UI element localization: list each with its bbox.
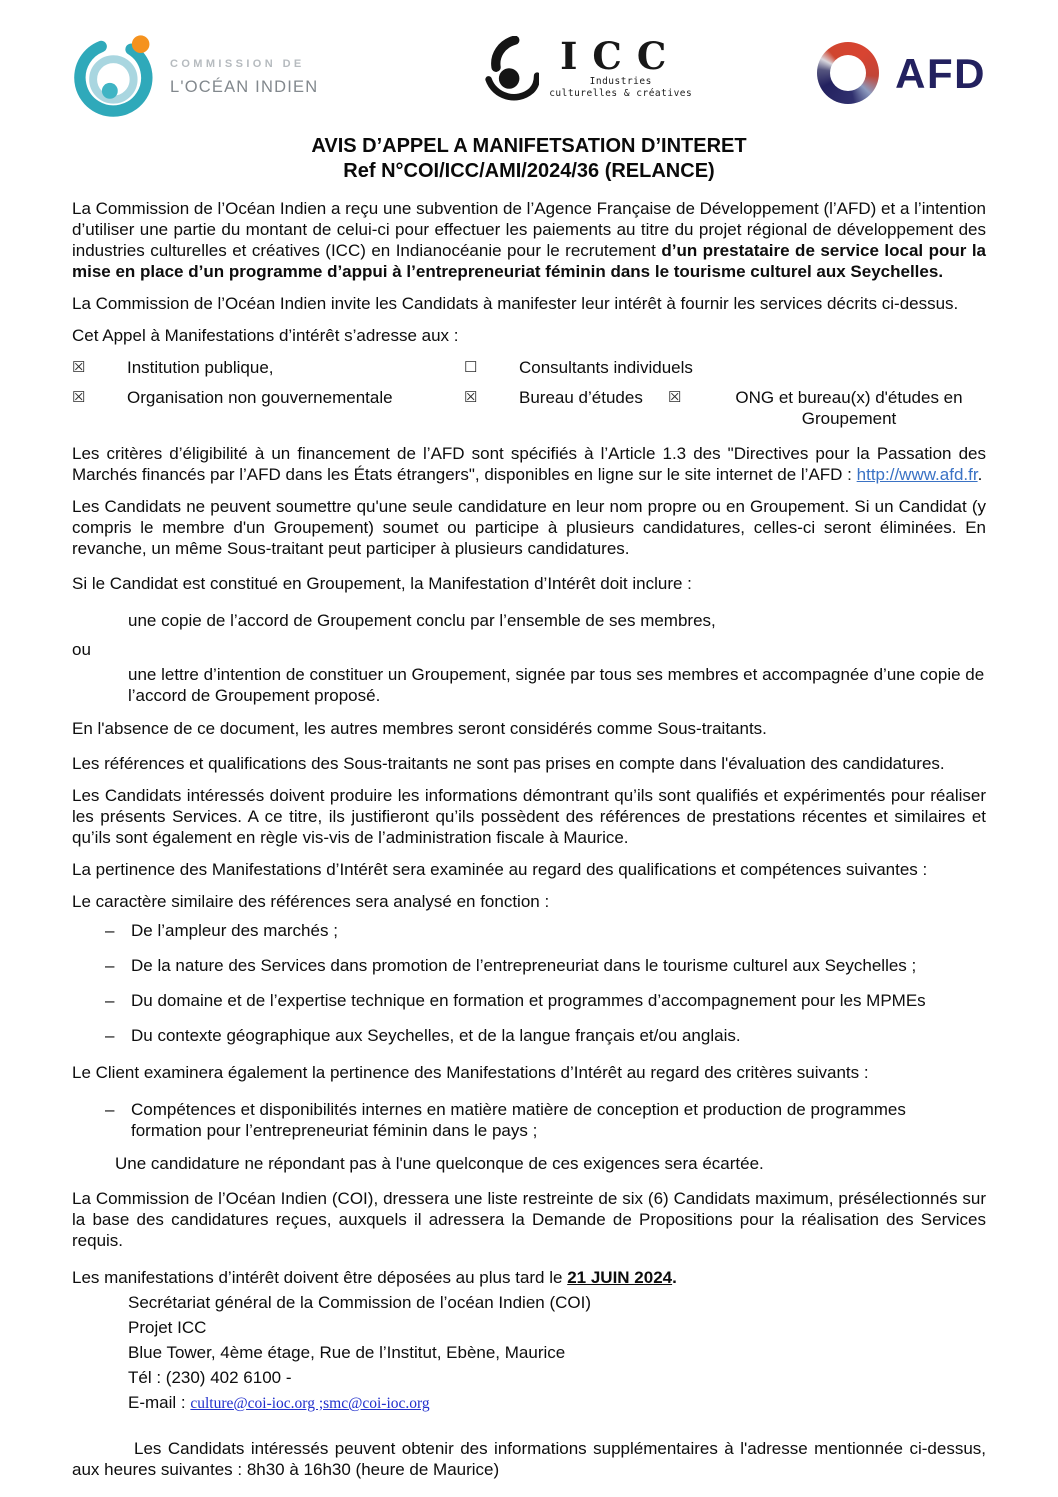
afd-website-link[interactable]: http://www.afd.fr	[856, 465, 978, 484]
client-criteria-list	[72, 1099, 986, 1141]
invitation-paragraph: La Commission de l’Océan Indien invite les Candidats à manifester leur intérêt à fournir les services décrits ci-dessus.	[72, 294, 959, 313]
groupement-intro: Si le Candidat est constitué en Groupement, la Manifestation d’Intérêt doit inclure :	[72, 574, 692, 593]
intro-paragraph	[72, 198, 986, 282]
coi-swirl-icon	[72, 30, 160, 120]
dash-marker: –	[105, 991, 115, 1010]
qualifications-paragraph: Les Candidats intéressés doivent produire les informations démontrant qu’ils sont qualifiés et expérimentés pour réaliser les présents Services. A ce titre, ils justifieront qu’ils possèdent des références de prestations récentes et similaires et qu’ils sont également en règle vis-vis de l’administration fiscale à Maurice.	[72, 786, 986, 847]
document-title	[72, 134, 986, 184]
contact-email-link[interactable]: culture@coi-ioc.org ;smc@coi-ioc.org	[190, 1395, 430, 1412]
eligibility-text: Les critères d’éligibilité à un financement de l’AFD sont spécifiés à l’Article 1.3 des "Directives pour la Passation des Marchés financés par l’AFD dans les États étrangers", disponibles en ligne sur le site internet de l’AFD :	[72, 444, 986, 484]
icc-subtitle-line2: culturelles & créatives	[549, 88, 693, 99]
audience-checkbox-grid	[72, 357, 986, 429]
deadline-text: Les manifestations d’intérêt doivent être déposées au plus tard le	[72, 1268, 568, 1287]
dash-marker: –	[105, 921, 115, 940]
coi-logo	[72, 30, 318, 120]
audience-option-consultants: Consultants individuels	[519, 358, 693, 377]
checkbox-checked-icon: ☒	[464, 389, 478, 406]
audience-option-institution: Institution publique,	[127, 358, 274, 377]
icc-wordmark: ICC	[560, 34, 682, 78]
references-paragraph: Les références et qualifications des Sous-traitants ne sont pas prises en compte dans l'évaluation des candidatures.	[72, 754, 945, 773]
criteria-list	[72, 920, 986, 1046]
criteria-item: – Du contexte géographique aux Seychelles, et de la langue français et/ou anglais.	[105, 1026, 741, 1045]
coi-logo-text-line1: COMMISSION DE	[170, 58, 305, 70]
criteria-item: – De l’ampleur des marchés ;	[105, 921, 338, 940]
intro-bold-text: d’un prestataire de service local pour la mise en place d’un programme d’appui à l’entrepreneuriat féminin dans le tourisme culturel aux Seychelles	[72, 241, 986, 281]
rejection-paragraph: Une candidature ne répondant pas à l'une quelconque de ces exigences sera écartée.	[115, 1154, 764, 1173]
contact-address: Blue Tower, 4ème étage, Rue de l’Institut, Ebène, Maurice	[128, 1343, 566, 1362]
audience-option-groupement: ONG et bureau(x) d'études en Groupement	[735, 388, 963, 428]
pertinence-line2: Le caractère similaire des références sera analysé en fonction :	[72, 892, 550, 911]
audience-option-bureau: Bureau d’études	[519, 388, 643, 407]
icc-eye-icon	[483, 36, 539, 106]
checkbox-checked-icon: ☒	[72, 359, 86, 376]
afd-wordmark: AFD	[895, 49, 986, 97]
title-line1: AVIS D’APPEL A MANIFETSATION D’INTERET	[311, 135, 747, 157]
contact-block	[128, 1290, 986, 1416]
shortlist-paragraph: La Commission de l’Océan Indien (COI), dressera une liste restreinte de six (6) Candidats maximum, présélectionnés sur la base des candidatures reçues, auxquels il adressera la Demande de Propositions pour la réalisation des Services requis.	[72, 1189, 986, 1250]
client-criteria-item: – Compétences et disponibilités internes en matière matière de conception et production de programmes formation pour l’entrepreneuriat féminin dans le pays ;	[105, 1100, 906, 1140]
contact-email-line	[128, 1390, 986, 1416]
contact-project: Projet ICC	[128, 1318, 207, 1337]
coi-logo-text-line2: L'OCÉAN INDIEN	[170, 78, 319, 96]
criteria-item: – De la nature des Services dans promotion de l’entrepreneuriat dans le tourisme culturel aux Seychelles ;	[105, 956, 917, 975]
additional-info-paragraph: Les Candidats intéressés peuvent obtenir des informations supplémentaires à l'adresse mentionnée ci-dessus, aux heures suivantes : 8h30 à 16h30 (heure de Maurice)	[72, 1439, 986, 1479]
logo-header	[72, 30, 986, 126]
audience-heading: Cet Appel à Manifestations d’intérêt s’adresse aux :	[72, 326, 459, 345]
intro-period: .	[938, 262, 944, 281]
groupement-option-1: une copie de l’accord de Groupement conclu par l’ensemble de ses membres,	[128, 611, 716, 630]
absence-paragraph: En l'absence de ce document, les autres membres seront considérés comme Sous-traitants.	[72, 719, 767, 738]
eligibility-period: .	[977, 465, 983, 484]
afd-ring-icon	[817, 42, 879, 104]
icc-subtitle-line1: Industries	[589, 76, 652, 87]
email-label: E-mail :	[128, 1393, 191, 1412]
afd-logo	[817, 42, 986, 104]
title-line2: Ref N°COI/ICC/AMI/2024/36 (RELANCE)	[343, 160, 715, 182]
checkbox-checked-icon: ☒	[72, 389, 86, 406]
contact-secretariat: Secrétariat général de la Commission de l’océan Indien (COI)	[128, 1293, 592, 1312]
contact-phone: Tél : (230) 402 6100 -	[128, 1368, 292, 1387]
single-candidature-paragraph: Les Candidats ne peuvent soumettre qu'une seule candidature en leur nom propre ou en Groupement. Si un Candidat (y compris le membre d'un Groupement) soumet ou participe à plusieurs candidatures, celles-ci seront éliminées. En revanche, un même Sous-traitant peut participer à plusieurs candidatures.	[72, 497, 986, 558]
deadline-paragraph	[72, 1267, 986, 1288]
dash-marker: –	[105, 1100, 115, 1119]
pertinence-line1: La pertinence des Manifestations d’Intérêt sera examinée au regard des qualifications et compétences suivantes :	[72, 860, 928, 879]
checkbox-unchecked-icon: ☐	[464, 359, 478, 376]
deadline-date: 21 JUIN 2024	[567, 1268, 673, 1287]
intro-text: La Commission de l’Océan Indien a reçu une subvention de l’Agence Française de Développement (l’AFD) et a l’intention d’utiliser une partie du montant de celui-ci pour effectuer les paiements au titre du projet régional de développement des industries culturelles et créatives (ICC) en Indianocéanie pour le recrutement	[72, 199, 986, 260]
audience-option-ong: Organisation non gouvernementale	[127, 388, 393, 407]
icc-logo	[483, 36, 692, 106]
checkbox-checked-icon: ☒	[668, 389, 682, 406]
groupement-option-2: une lettre d’intention de constituer un Groupement, signée par tous ses membres et accompagnée d’une copie de l’accord de Groupement proposé.	[128, 665, 985, 705]
or-separator: ou	[72, 640, 91, 659]
dash-marker: –	[105, 1026, 115, 1045]
client-criteria-paragraph: Le Client examinera également la pertinence des Manifestations d’Intérêt au regard des critères suivants :	[72, 1063, 869, 1082]
dash-marker: –	[105, 956, 115, 975]
deadline-period: .	[672, 1268, 677, 1287]
eligibility-paragraph	[72, 443, 986, 485]
criteria-item: – Du domaine et de l’expertise technique en formation et programmes d’accompagnement pour les MPMEs	[105, 991, 926, 1010]
